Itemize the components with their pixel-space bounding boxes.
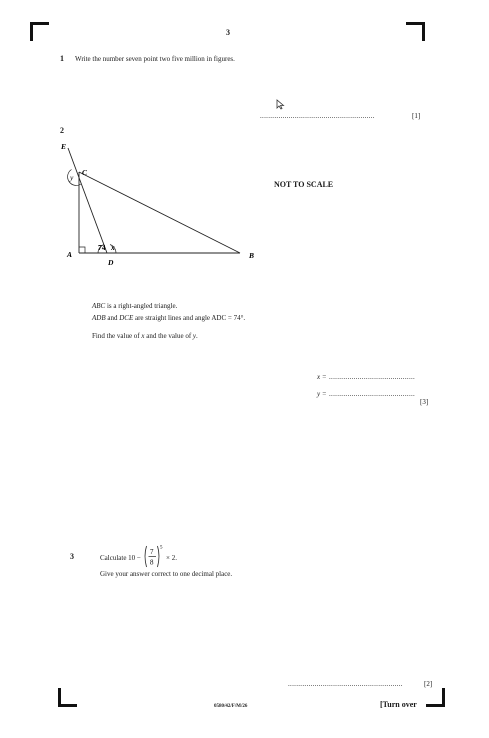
question-2-line-1: ABC is a right-angled triangle. xyxy=(92,302,178,310)
fraction-power-expression xyxy=(143,543,165,571)
question-2-number: 2 xyxy=(60,126,64,135)
exponent: 5 xyxy=(160,545,163,551)
right-angle-mark xyxy=(79,247,85,253)
corner-mark-bottom-right xyxy=(426,688,445,707)
line-DCE xyxy=(68,148,107,253)
question-2-marks: [3] xyxy=(420,398,429,406)
label-D: D xyxy=(108,258,114,267)
label-C: C xyxy=(82,168,88,177)
turn-over-label: [Turn over xyxy=(380,700,417,709)
corner-mark-top-right xyxy=(406,22,425,41)
question-3-instruction: Give your answer correct to one decimal place. xyxy=(100,570,233,578)
mouse-pointer-icon xyxy=(276,99,285,110)
corner-mark-top-left xyxy=(30,22,49,41)
answer-y-line[interactable]: .......................................... xyxy=(329,390,416,398)
question-3-marks: [2] xyxy=(424,680,433,688)
question-2-line-2: ADB and DCE are straight lines and angle ADC = 74°. xyxy=(92,314,246,322)
question-2-line-3: Find the value of x and the value of y. xyxy=(92,332,198,340)
question-3-calc-suffix: × 2. xyxy=(166,554,177,562)
side-CB xyxy=(79,172,240,253)
footer-exam-code: 0580/42/F/M/26 xyxy=(214,704,248,709)
right-paren xyxy=(158,546,160,567)
page-number: 3 xyxy=(226,28,230,37)
label-E: E xyxy=(61,142,67,151)
label-angle-74: 74 xyxy=(98,243,106,252)
triangle-diagram xyxy=(55,135,270,270)
question-1-answer-line[interactable]: ........................................................ xyxy=(260,112,375,120)
question-1-text: Write the number seven point two five million in figures. xyxy=(75,55,235,63)
label-A: A xyxy=(67,250,73,259)
answer-x-line[interactable]: .......................................... xyxy=(329,373,416,381)
question-1-marks: [1] xyxy=(412,112,421,120)
question-1-number: 1 xyxy=(60,54,64,63)
answer-x-label: x = xyxy=(317,373,327,381)
left-paren xyxy=(145,546,147,567)
label-B: B xyxy=(249,251,255,260)
question-3-answer-line[interactable]: ........................................................ xyxy=(288,680,403,688)
not-to-scale-label: NOT TO SCALE xyxy=(274,180,334,189)
corner-mark-bottom-left xyxy=(58,688,77,707)
fraction-denominator: 8 xyxy=(150,558,154,567)
label-x: x xyxy=(111,243,115,252)
answer-y-label: y = xyxy=(317,390,327,398)
question-3-calc-prefix: Calculate 10 − xyxy=(100,554,141,562)
question-3-number: 3 xyxy=(70,552,74,561)
label-y: y xyxy=(70,173,74,182)
fraction-numerator: 7 xyxy=(150,548,154,556)
